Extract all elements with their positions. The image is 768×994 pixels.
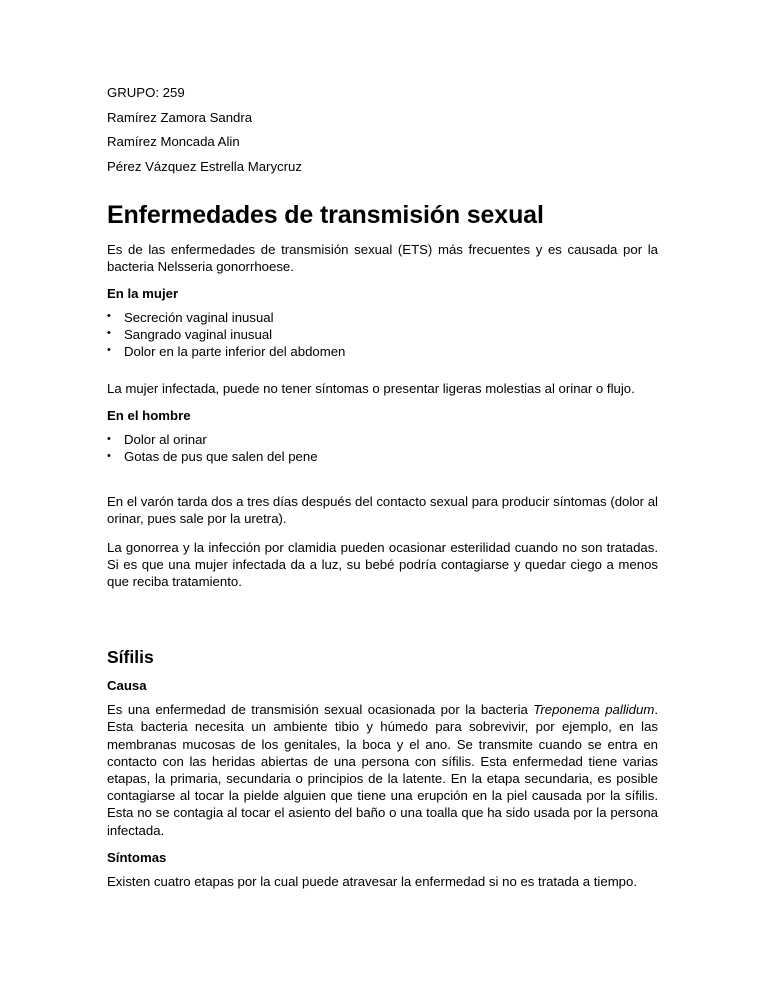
- author-line-1: Ramírez Zamora Sandra: [107, 109, 253, 125]
- page-title: Enfermedades de transmisión sexual: [107, 200, 544, 229]
- ets-closing-paragraph: La gonorrea y la infección por clamidia pueden ocasionar esterilidad cuando no son tratadas. Si es que una mujer infectada da a luz, su bebé podría contagiarse y quedar ciego a menos que reciba tratamiento.: [107, 539, 658, 589]
- author-line-3: Pérez Vázquez Estrella Marycruz: [107, 158, 302, 174]
- causa-paragraph: [107, 701, 658, 839]
- group-number-line: GRUPO: 259: [107, 85, 185, 100]
- section-sifilis: [107, 647, 658, 890]
- list-item: • Dolor en la parte inferior del abdomen: [107, 343, 658, 360]
- men-symptoms-list: [107, 431, 658, 465]
- list-item: • Sangrado vaginal inusual: [107, 326, 658, 343]
- author-line-2: Ramírez Moncada Alin: [107, 134, 240, 149]
- list-item: • Secreción vaginal inusual: [107, 309, 658, 326]
- causa-text-rest: . Esta bacteria necesita un ambiente tibio y húmedo para sobrevivir, por ejemplo, en las membranas mucosas de los genitales, la boca y el ano. Se transmite cuando se entra en contacto con las heridas abiertas de una persona con sífilis. Esta enfermedad tiene varias etapas, la primaria, secundaria o principios de la latente. En la etapa secundaria, es posible contagiarse al tocar la pielde alguien que tiene una erupción en la piel causada por la sífilis. Esta no se contagia al tocar el asiento del baño o una toalla que ha sido usada por la persona infectada.: [107, 702, 658, 838]
- document-body: [107, 85, 658, 890]
- subheading-en-la-mujer: En la mujer: [107, 285, 179, 301]
- author-header-block: [107, 85, 658, 175]
- causa-text-lead: Es una enfermedad de transmisión sexual ocasionada por la bacteria: [107, 702, 534, 718]
- subheading-en-el-hombre: En el hombre: [107, 408, 191, 424]
- spacer: [107, 371, 658, 380]
- spacer: [107, 476, 658, 493]
- heading-sifilis: Sífilis: [107, 647, 154, 668]
- section-spacer: [107, 601, 658, 647]
- list-item: • Gotas de pus que salen del pene: [107, 448, 658, 465]
- men-note-paragraph: En el varón tarda dos a tres días después del contacto sexual para producir síntomas (dolor al orinar, pues sale por la uretra).: [107, 494, 658, 527]
- women-symptoms-list: [107, 309, 658, 360]
- sintomas-paragraph: Existen cuatro etapas por la cual puede atravesar la enfermedad si no es tratada a tiempo.: [107, 873, 638, 889]
- bacteria-scientific-name: Treponema pallidum: [533, 702, 655, 718]
- women-note-paragraph: La mujer infectada, puede no tener síntomas o presentar ligeras molestias al orinar o flujo.: [107, 380, 635, 396]
- list-item: • Dolor al orinar: [107, 431, 658, 448]
- ets-intro-paragraph: Es de las enfermedades de transmisión sexual (ETS) más frecuentes y es causada por la bacteria Nelsseria gonorrhoese.: [107, 241, 658, 274]
- section-ets: [107, 201, 658, 591]
- subheading-sintomas: Síntomas: [107, 849, 167, 865]
- subheading-causa: Causa: [107, 678, 147, 694]
